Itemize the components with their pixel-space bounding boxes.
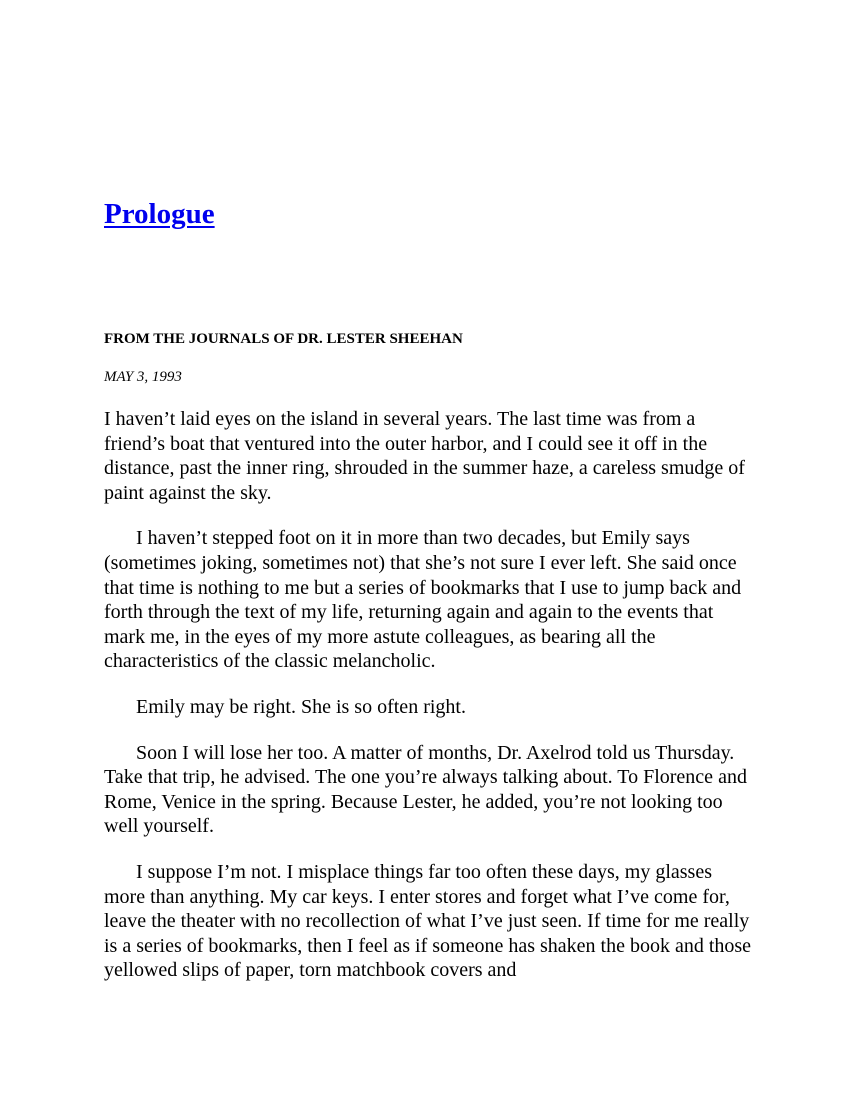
paragraph: I haven’t laid eyes on the island in several years. The last time was from a friend’s boat that ventured into the outer harbor, and I could see it off in the distance, past the inner ring, shrouded in the summer haze, a careless smudge of paint against the sky. (104, 408, 745, 504)
journal-source-heading: FROM THE JOURNALS OF DR. LESTER SHEEHAN (104, 331, 463, 347)
paragraph: Emily may be right. She is so often right. (136, 695, 466, 718)
paragraph: Soon I will lose her too. A matter of months, Dr. Axelrod told us Thursday. Take that trip, he advised. The one you’re always talking about. To Florence and Rome, Venice in the spring. Because Lester, he added, you’re not looking too well yourself. (104, 741, 747, 838)
paragraph: I haven’t stepped foot on it in more than two decades, but Emily says (sometimes joking, sometimes not) that she’s not sure I ever left. She said once that time is nothing to me but a series of bookmarks that I use to jump back and forth through the text of my life, returning again and again to the events that mark me, in the eyes of my more astute colleagues, as bearing all the characteristics of the classic melancholic. (104, 527, 742, 673)
body-text (104, 407, 756, 1004)
paragraph: I suppose I’m not. I misplace things far too often these days, my glasses more than anything. My car keys. I enter stores and forget what I’ve come for, leave the theater with no recollection of what I’ve just seen. If time for me really is a series of bookmarks, then I feel as if someone has shaken the book and those yellowed slips of paper, torn matchbook covers and (104, 860, 752, 982)
chapter-title-link[interactable]: Prologue (104, 198, 215, 230)
journal-entry-date: MAY 3, 1993 (104, 369, 182, 385)
chapter-title (104, 196, 215, 232)
